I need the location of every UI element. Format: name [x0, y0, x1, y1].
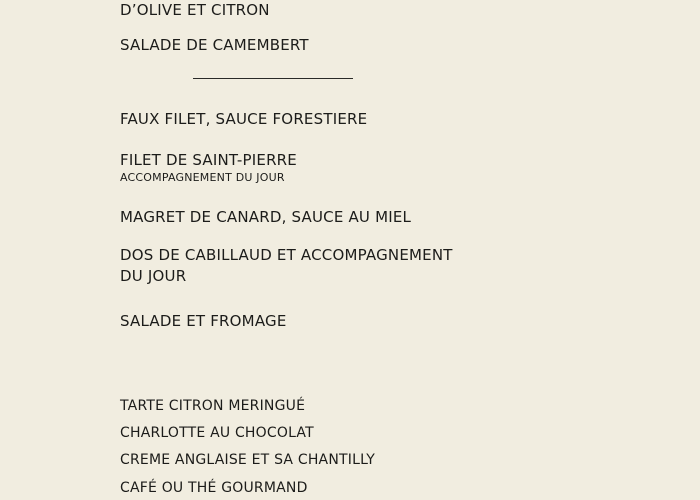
dessert-item-tarte-citron: TARTE CITRON MERINGUÉ: [120, 398, 306, 414]
main-item-cabillaud-line2: DU JOUR: [120, 267, 187, 285]
starter-item-continued: D’OLIVE ET CITRON: [120, 1, 270, 19]
section-divider: [193, 78, 353, 79]
main-item-saint-pierre: FILET DE SAINT-PIERRE: [120, 151, 297, 169]
dessert-item-charlotte: CHARLOTTE AU CHOCOLAT: [120, 425, 314, 441]
main-item-faux-filet: FAUX FILET, SAUCE FORESTIERE: [120, 110, 368, 128]
dessert-item-creme-anglaise: CREME ANGLAISE ET SA CHANTILLY: [120, 452, 375, 468]
main-item-saint-pierre-note: ACCOMPAGNEMENT DU JOUR: [120, 171, 285, 184]
main-item-salade-fromage: SALADE ET FROMAGE: [120, 312, 287, 330]
main-item-magret: MAGRET DE CANARD, SAUCE AU MIEL: [120, 208, 412, 226]
main-item-cabillaud-line1: DOS DE CABILLAUD ET ACCOMPAGNEMENT: [120, 246, 453, 264]
dessert-item-cafe-gourmand: CAFÉ OU THÉ GOURMAND: [120, 480, 308, 496]
starter-item-salade-camembert: SALADE DE CAMEMBERT: [120, 36, 309, 54]
